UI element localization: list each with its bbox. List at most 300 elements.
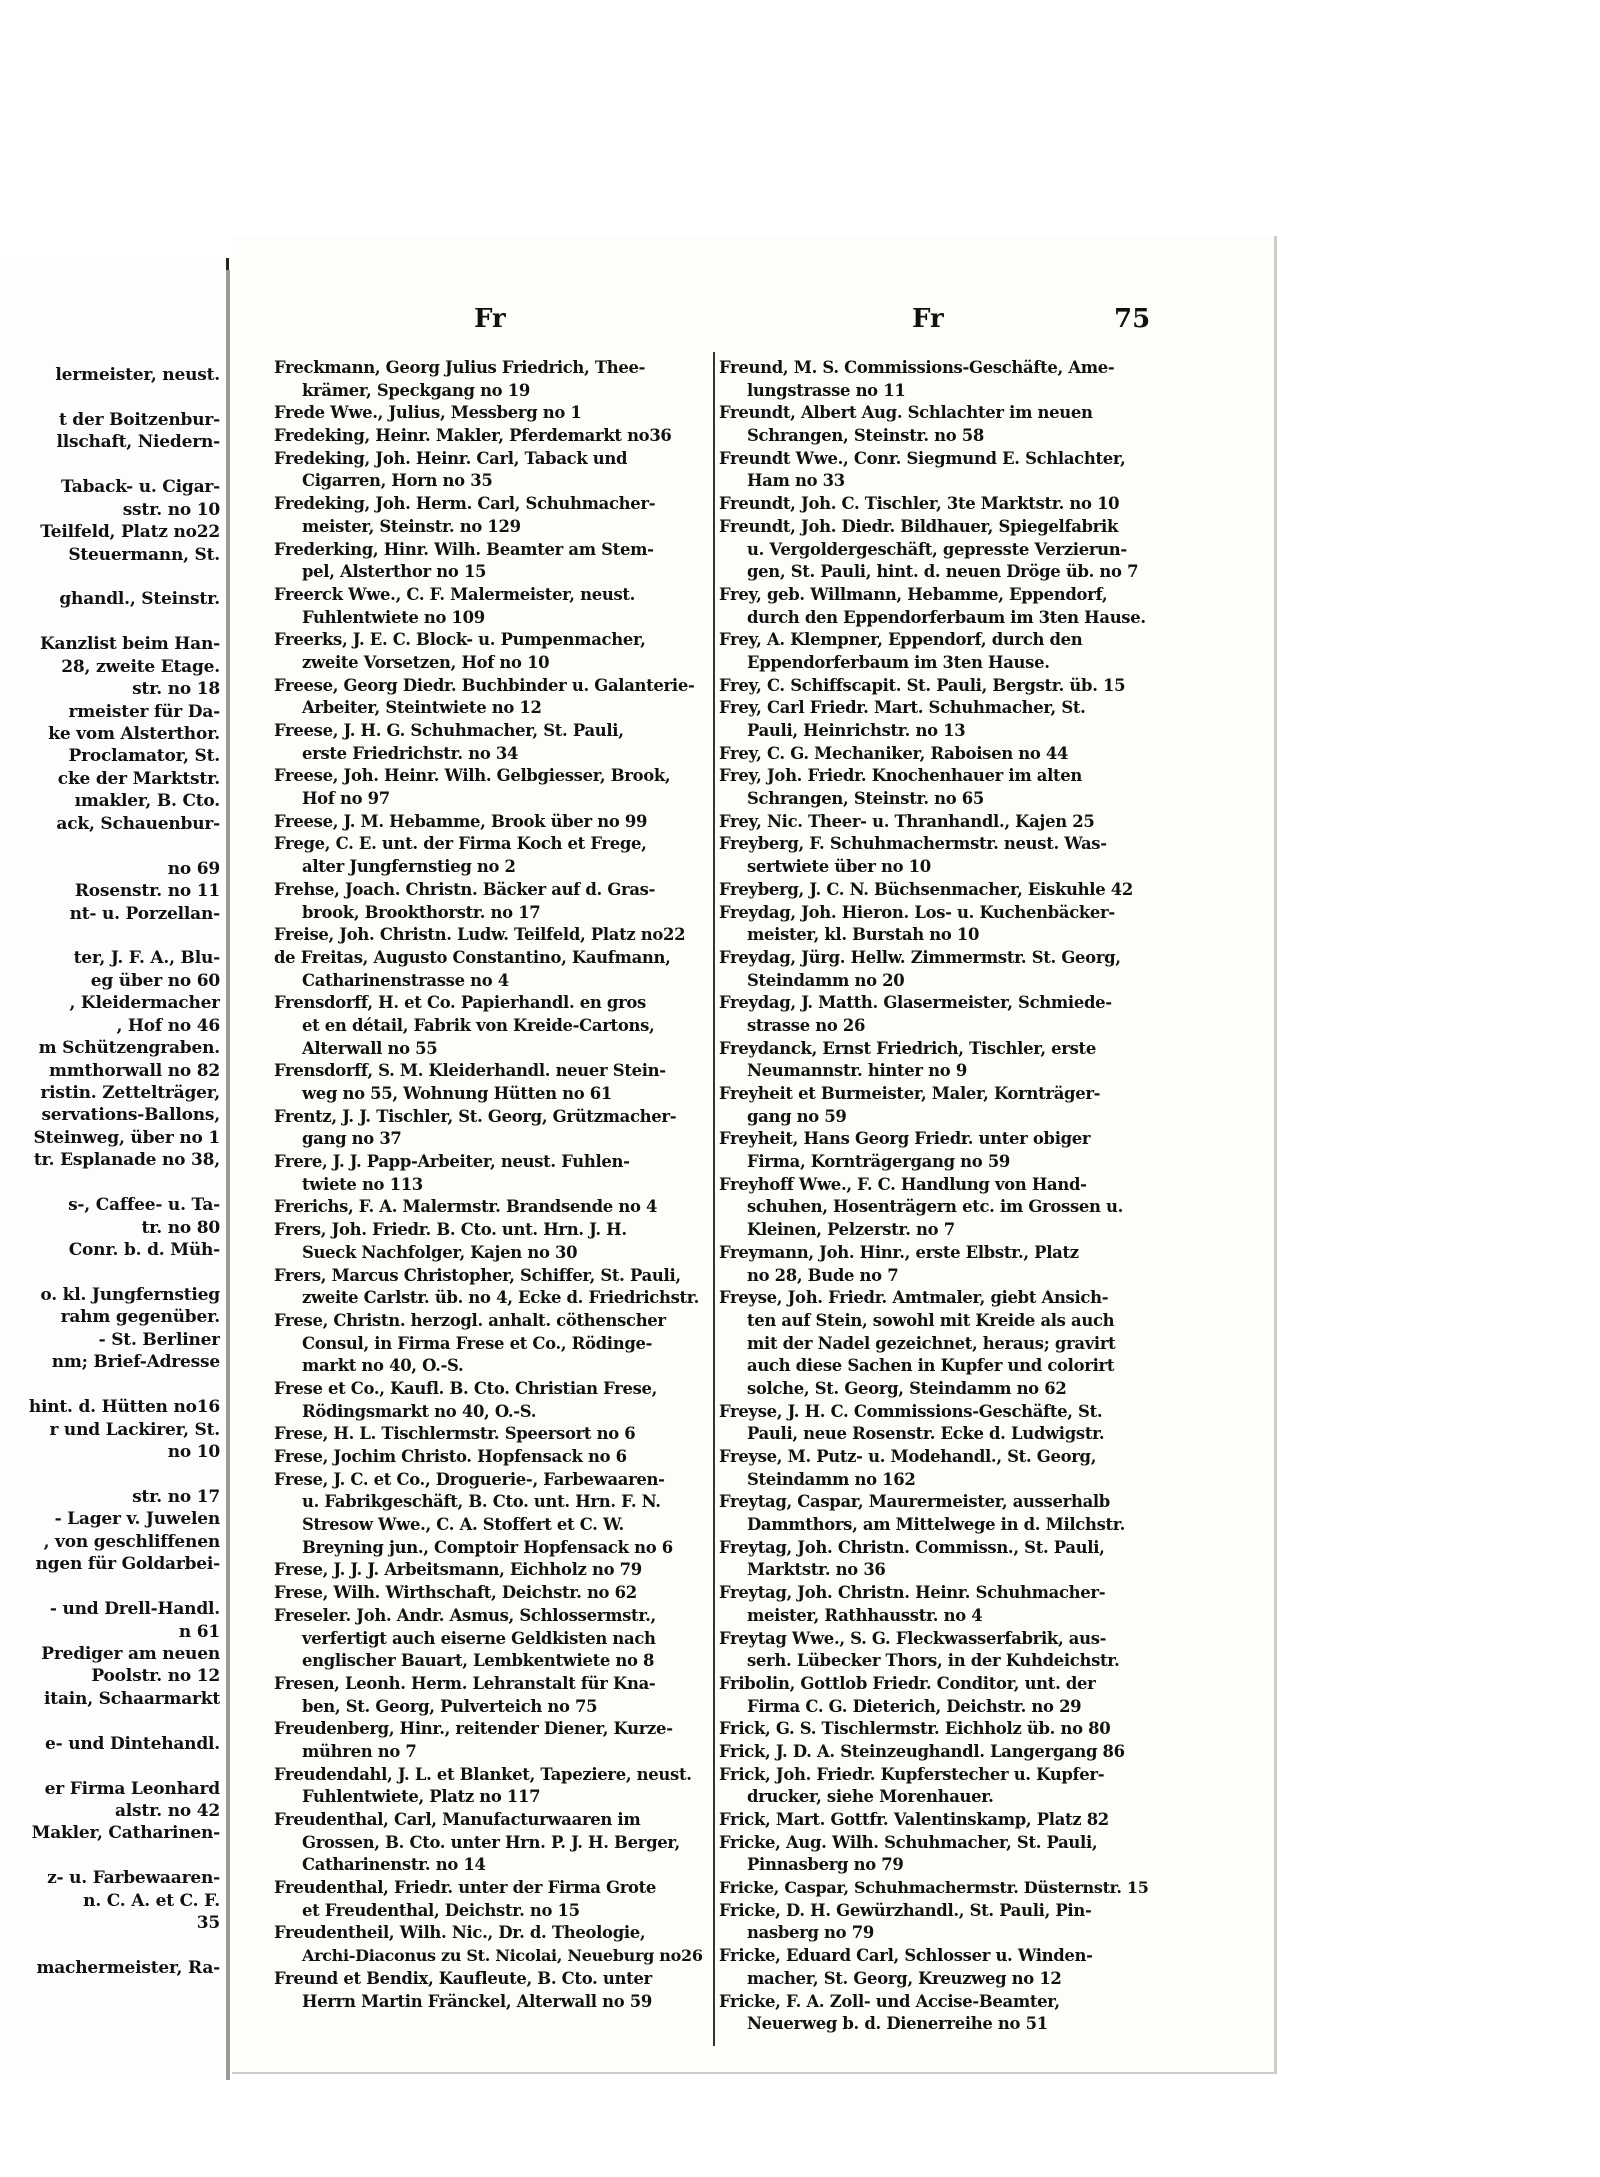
entry-name-line: de Freitas, Augusto Constantino, Kaufmann, — [274, 947, 671, 967]
previous-page-line: str. no 17 — [132, 1486, 220, 1507]
entry-name-line: Frick, J. D. A. Steinzeughandl. Langergang 86 — [719, 1741, 1125, 1761]
previous-page-line: Rosenstr. no 11 — [74, 881, 220, 902]
entry-name-line: Freundt, Albert Aug. Schlachter im neuen — [719, 403, 1093, 423]
entry-name-line: Freudenthal, Friedr. unter der Firma Grote — [274, 1878, 657, 1898]
directory-entry — [719, 1446, 1149, 1491]
entry-name-line: Fricke, Caspar, Schuhmachermstr. Düsternstr. 15 — [719, 1878, 1149, 1898]
previous-page-line: Poolstr. no 12 — [91, 1666, 220, 1687]
previous-page-line: Conr. b. d. Müh- — [68, 1240, 220, 1261]
previous-page-line — [0, 1935, 220, 1957]
previous-page-fragment — [0, 258, 229, 2078]
entry-name-line: Freyse, Joh. Friedr. Amtmaler, giebt Ansich- — [719, 1288, 1109, 1308]
entry-continuation-line: alter Jungfernstieg no 2 — [302, 857, 516, 877]
entry-continuation-line: Schrangen, Steinstr. no 58 — [747, 426, 985, 446]
entry-continuation-line: Steindamm no 162 — [747, 1469, 916, 1489]
previous-page-line: ngen für Goldarbei- — [35, 1554, 220, 1575]
entry-continuation-line: schuhen, Hosenträgern etc. im Grossen u. — [747, 1197, 1124, 1217]
entry-name-line: Freyberg, J. C. N. Büchsenmacher, Eiskuhle 42 — [719, 879, 1133, 899]
entry-name-line: Freytag, Joh. Christn. Commissn., St. Pauli, — [719, 1537, 1105, 1557]
directory-entry — [719, 1038, 1149, 1083]
entry-name-line: Fribolin, Gottlob Friedr. Conditor, unt. der — [719, 1673, 1096, 1693]
directory-entry — [719, 1900, 1149, 1945]
entry-continuation-line: sertwiete über no 10 — [747, 857, 931, 877]
book-gutter — [226, 270, 230, 2080]
entry-continuation-line: Catharinenstrasse no 4 — [302, 970, 509, 990]
entry-continuation-line: ten auf Stein, sowohl mit Kreide als auch — [747, 1310, 1115, 1330]
previous-page-line: - St. Berliner — [98, 1329, 220, 1350]
directory-entry — [274, 584, 710, 629]
directory-entry — [274, 879, 710, 924]
directory-entry — [719, 947, 1149, 992]
directory-entry — [274, 947, 710, 992]
previous-page-line: lermeister, neust. — [55, 365, 220, 385]
previous-page-line: ghandl., Steinstr. — [59, 589, 220, 610]
entry-continuation-line: meister, Steinstr. no 129 — [302, 516, 521, 536]
previous-page-line: hint. d. Hütten no16 — [28, 1397, 220, 1418]
entry-continuation-line: brook, Brookthorstr. no 17 — [302, 902, 541, 922]
entry-continuation-line: zweite Vorsetzen, Hof no 10 — [302, 652, 550, 672]
previous-page-line: cke der Marktstr. — [57, 768, 220, 789]
entry-name-line: Freerks, J. E. C. Block- u. Pumpenmacher, — [274, 630, 646, 650]
entry-name-line: Frick, Joh. Friedr. Kupferstecher u. Kupfer- — [719, 1764, 1105, 1784]
previous-page-line: no 10 — [167, 1442, 220, 1462]
entry-continuation-line: Kleinen, Pelzerstr. no 7 — [747, 1220, 955, 1240]
directory-page — [232, 236, 1277, 2074]
entry-name-line: Fredeking, Heinr. Makler, Pferdemarkt no36 — [274, 426, 672, 446]
entry-continuation-line: krämer, Speckgang no 19 — [302, 380, 530, 400]
directory-entry — [719, 1718, 1149, 1741]
previous-page-line: eg über no 60 — [90, 970, 220, 991]
entry-name-line: Frese, H. L. Tischlermstr. Speersort no 6 — [274, 1424, 636, 1444]
previous-page-line: ter, J. F. A., Blu- — [73, 948, 220, 969]
entry-name-line: Freyheit, Hans Georg Friedr. unter obiger — [719, 1129, 1091, 1149]
entry-name-line: Freymann, Joh. Hinr., erste Elbstr., Platz — [719, 1242, 1079, 1262]
entry-continuation-line: twiete no 113 — [302, 1174, 423, 1194]
directory-entry — [719, 402, 1149, 447]
page-number: 75 — [1114, 304, 1151, 334]
entry-continuation-line: Firma, Kornträgergang no 59 — [747, 1152, 1011, 1172]
entry-continuation-line: ben, St. Georg, Pulverteich no 75 — [302, 1696, 598, 1716]
directory-entry — [719, 811, 1149, 834]
previous-page-line: e- und Dintehandl. — [45, 1733, 220, 1754]
directory-entry — [719, 516, 1149, 584]
entry-continuation-line: Marktstr. no 36 — [747, 1560, 886, 1580]
previous-page-line — [0, 566, 220, 588]
directory-entry — [274, 1106, 710, 1151]
entry-name-line: Frese, J. C. et Co., Droguerie-, Farbewaaren- — [274, 1469, 665, 1489]
left-column — [274, 357, 710, 2013]
directory-entry — [719, 1128, 1149, 1173]
previous-page-line: nm; Brief-Adresse — [51, 1352, 220, 1373]
entry-name-line: Freckmann, Georg Julius Friedrich, Thee- — [274, 358, 646, 377]
entry-continuation-line: Archi-Diaconus zu St. Nicolai, Neueburg no26 — [302, 1946, 703, 1966]
previous-page-line: rahm gegenüber. — [60, 1307, 220, 1328]
entry-continuation-line: gang no 59 — [747, 1106, 847, 1126]
previous-page-text — [0, 364, 220, 1980]
column-divider — [713, 352, 715, 2046]
entry-continuation-line: Dammthors, am Mittelwege in d. Milchstr. — [747, 1515, 1126, 1535]
previous-page-line: m Schützengraben. — [38, 1038, 220, 1059]
entry-continuation-line: Arbeiter, Steintwiete no 12 — [302, 698, 542, 718]
directory-entry — [719, 584, 1149, 629]
entry-continuation-line: Neumannstr. hinter no 9 — [747, 1061, 967, 1081]
running-head-right: Fr — [912, 304, 944, 334]
entry-continuation-line: weg no 55, Wohnung Hütten no 61 — [302, 1084, 612, 1103]
directory-entry — [719, 1945, 1149, 1990]
entry-name-line: Freseler. Joh. Andr. Asmus, Schlossermstr., — [274, 1605, 656, 1625]
entry-name-line: Freudenberg, Hinr., reitender Diener, Kurze- — [274, 1719, 673, 1739]
entry-name-line: Frey, A. Klempner, Eppendorf, durch den — [719, 630, 1083, 650]
directory-entry — [719, 357, 1149, 402]
directory-entry — [274, 448, 710, 493]
entry-continuation-line: strasse no 26 — [747, 1015, 866, 1035]
directory-entry — [719, 902, 1149, 947]
directory-entry — [719, 743, 1149, 766]
entry-name-line: Frey, Nic. Theer- u. Thranhandl., Kajen 25 — [719, 811, 1095, 831]
entry-name-line: Fricke, Aug. Wilh. Schuhmacher, St. Pauli, — [719, 1832, 1098, 1852]
entry-name-line: Freese, J. H. G. Schuhmacher, St. Pauli, — [274, 721, 624, 740]
previous-page-line: o. kl. Jungfernstieg — [40, 1284, 220, 1305]
previous-page-line: t der Boitzenbur- — [58, 409, 220, 430]
entry-name-line: Freydag, Jürg. Hellw. Zimmermstr. St. Georg, — [719, 947, 1121, 967]
entry-continuation-line: nasberg no 79 — [747, 1923, 874, 1943]
previous-page-line — [0, 1172, 220, 1194]
directory-entry — [719, 697, 1149, 742]
entry-name-line: Frederking, Hinr. Wilh. Beamter am Stem- — [274, 539, 654, 559]
directory-entry — [274, 720, 710, 765]
entry-name-line: Freytag, Joh. Christn. Heinr. Schuhmacher- — [719, 1583, 1106, 1603]
entry-continuation-line: erste Friedrichstr. no 34 — [302, 743, 519, 763]
entry-continuation-line: Pinnasberg no 79 — [747, 1855, 904, 1875]
entry-continuation-line: Hof no 97 — [302, 789, 390, 809]
entry-name-line: Frensdorff, H. et Co. Papierhandl. en gros — [274, 993, 646, 1013]
entry-name-line: Frick, G. S. Tischlermstr. Eichholz üb. no 80 — [719, 1719, 1111, 1739]
entry-name-line: Freyberg, F. Schuhmachermstr. neust. Was- — [719, 834, 1107, 854]
previous-page-line: sstr. no 10 — [122, 499, 220, 520]
entry-continuation-line: durch den Eppendorferbaum im 3ten Hause. — [747, 607, 1146, 627]
previous-page-line: ımakler, B. Cto. — [74, 791, 220, 812]
previous-page-line: Makler, Catharinen- — [31, 1823, 220, 1844]
entry-continuation-line: Ham no 33 — [747, 471, 845, 491]
entry-name-line: Frers, Joh. Friedr. B. Cto. unt. Hrn. J. H. — [274, 1220, 627, 1240]
previous-page-line: Teilfeld, Platz no22 — [40, 522, 220, 543]
entry-name-line: Frey, Joh. Friedr. Knochenhauer im alten — [719, 766, 1083, 786]
entry-name-line: Frese, Wilh. Wirthschaft, Deichstr. no 62 — [274, 1583, 637, 1603]
previous-page-line: ack, Schauenbur- — [56, 813, 220, 834]
entry-name-line: Frese, Christn. herzogl. anhalt. cöthenscher — [274, 1310, 666, 1330]
entry-continuation-line: Stresow Wwe., C. A. Stoffert et C. W. — [302, 1515, 624, 1535]
directory-entry — [274, 357, 710, 402]
entry-name-line: Freudenthal, Carl, Manufacturwaaren im — [274, 1810, 641, 1829]
previous-page-line: str. no 18 — [132, 679, 220, 700]
previous-page-line: Prediger am neuen — [41, 1643, 220, 1664]
entry-continuation-line: Firma C. G. Dieterich, Deichstr. no 29 — [747, 1696, 1082, 1716]
previous-page-line — [0, 611, 220, 633]
previous-page-line: servations-Ballons, — [41, 1105, 220, 1126]
entry-continuation-line: englischer Bauart, Lembkentwiete no 8 — [302, 1651, 655, 1671]
directory-entry — [719, 833, 1149, 878]
directory-entry — [274, 539, 710, 584]
directory-entry — [719, 629, 1149, 674]
entry-name-line: Freydag, Joh. Hieron. Los- u. Kuchenbäcker- — [719, 902, 1115, 922]
previous-page-line: alstr. no 42 — [114, 1801, 220, 1821]
entry-name-line: Frentz, J. J. Tischler, St. Georg, Grützmacher- — [274, 1106, 677, 1126]
entry-name-line: Freydag, J. Matth. Glasermeister, Schmiede- — [719, 993, 1112, 1013]
entry-continuation-line: Consul, in Firma Frese et Co., Rödinge- — [302, 1333, 653, 1353]
directory-entry — [719, 1809, 1149, 1832]
entry-continuation-line: Rödingsmarkt no 40, O.-S. — [302, 1401, 537, 1421]
directory-entry — [274, 1423, 710, 1446]
entry-name-line: Frege, C. E. unt. der Firma Koch et Frege, — [274, 834, 647, 854]
previous-page-line: Proclamator, St. — [68, 746, 220, 767]
previous-page-line — [0, 386, 220, 408]
directory-entry — [274, 1877, 710, 1922]
previous-page-line: llschaft, Niedern- — [56, 432, 220, 453]
entry-name-line: Freise, Joh. Christn. Ludw. Teilfeld, Platz no22 — [274, 925, 686, 945]
entry-name-line: Frerichs, F. A. Malermstr. Brandsende no 4 — [274, 1197, 658, 1217]
previous-page-line — [0, 1262, 220, 1284]
entry-name-line: Frensdorff, S. M. Kleiderhandl. neuer Stein- — [274, 1061, 666, 1081]
previous-page-line: itain, Schaarmarkt — [44, 1688, 220, 1709]
directory-entry — [274, 1265, 710, 1310]
directory-entry — [274, 1378, 710, 1423]
entry-name-line: Fricke, Eduard Carl, Schlosser u. Winden- — [719, 1946, 1093, 1966]
entry-continuation-line: Herrn Martin Fränckel, Alterwall no 59 — [302, 1991, 652, 2011]
entry-continuation-line: Grossen, B. Cto. unter Hrn. P. J. H. Berger, — [302, 1832, 680, 1852]
directory-entry — [719, 493, 1149, 516]
directory-entry — [274, 1151, 710, 1196]
entry-name-line: Frers, Marcus Christopher, Schiffer, St. Pauli, — [274, 1265, 681, 1285]
entry-name-line: Freydanck, Ernst Friedrich, Tischler, erste — [719, 1038, 1096, 1058]
previous-page-line: , Kleidermacher — [69, 993, 220, 1014]
directory-entry — [719, 765, 1149, 810]
previous-page-line: ke vom Alsterthor. — [48, 724, 220, 744]
previous-page-line: er Firma Leonhard — [44, 1778, 220, 1799]
entry-continuation-line: Fuhlentwiete, Platz no 117 — [302, 1787, 541, 1807]
entry-name-line: Freyse, J. H. C. Commissions-Geschäfte, St. — [719, 1401, 1103, 1421]
previous-page-line: tr. Esplanade no 38, — [33, 1150, 220, 1171]
previous-page-line: 35 — [196, 1913, 220, 1934]
entry-name-line: Fredeking, Joh. Heinr. Carl, Taback und — [274, 448, 628, 468]
entry-name-line: Frey, geb. Willmann, Hebamme, Eppendorf, — [719, 584, 1108, 604]
entry-continuation-line: lungstrasse no 11 — [747, 380, 906, 400]
directory-entry — [274, 1196, 710, 1219]
entry-name-line: Frese, Jochim Christo. Hopfensack no 6 — [274, 1447, 627, 1466]
entry-name-line: Freundt Wwe., Conr. Siegmund E. Schlachter, — [719, 448, 1126, 468]
running-head-left: Fr — [474, 304, 506, 334]
directory-entry — [719, 992, 1149, 1037]
entry-continuation-line: Alterwall no 55 — [302, 1038, 438, 1058]
entry-name-line: Frehse, Joach. Christn. Bäcker auf d. Gras- — [274, 879, 656, 899]
directory-entry — [719, 879, 1149, 902]
directory-entry — [274, 1559, 710, 1582]
previous-page-line: Kanzlist beim Han- — [39, 634, 220, 655]
directory-entry — [719, 1242, 1149, 1287]
directory-entry — [274, 1673, 710, 1718]
entry-continuation-line: solche, St. Georg, Steindamm no 62 — [747, 1378, 1067, 1398]
entry-name-line: Freund et Bendix, Kaufleute, B. Cto. unter — [274, 1968, 652, 1988]
entry-name-line: Fricke, F. A. Zoll- und Accise-Beamter, — [719, 1991, 1060, 2011]
directory-entry — [274, 992, 710, 1060]
previous-page-line: r und Lackirer, St. — [49, 1419, 220, 1440]
entry-name-line: Frede Wwe., Julius, Messberg no 1 — [274, 403, 582, 423]
entry-name-line: Freerck Wwe., C. F. Malermeister, neust. — [274, 584, 636, 604]
directory-entry — [719, 1401, 1149, 1446]
directory-entry — [719, 1991, 1149, 2036]
entry-continuation-line: mit der Nadel gezeichnet, heraus; gravirt — [747, 1333, 1116, 1353]
directory-entry — [719, 1764, 1149, 1809]
previous-page-line — [0, 454, 220, 476]
entry-name-line: Freudentheil, Wilh. Nic., Dr. d. Theologie, — [274, 1923, 646, 1943]
entry-continuation-line: gen, St. Pauli, hint. d. neuen Dröge üb. no 7 — [747, 562, 1139, 582]
entry-continuation-line: Sueck Nachfolger, Kajen no 30 — [302, 1242, 578, 1262]
previous-page-line — [0, 1374, 220, 1396]
directory-entry — [274, 1809, 710, 1877]
previous-page-line: machermeister, Ra- — [36, 1958, 220, 1979]
directory-entry — [274, 402, 710, 425]
entry-continuation-line: meister, kl. Burstah no 10 — [747, 925, 980, 945]
directory-entry — [719, 1628, 1149, 1673]
entry-continuation-line: Pauli, neue Rosenstr. Ecke d. Ludwigstr. — [747, 1424, 1105, 1444]
directory-entry — [274, 765, 710, 810]
entry-continuation-line: meister, Rathhausstr. no 4 — [747, 1605, 983, 1625]
entry-name-line: Freese, Joh. Heinr. Wilh. Gelbgiesser, Brook, — [274, 766, 671, 786]
entry-name-line: Frere, J. J. Papp-Arbeiter, neust. Fuhlen- — [274, 1152, 630, 1172]
entry-continuation-line: Schrangen, Steinstr. no 65 — [747, 789, 985, 809]
directory-entry — [274, 1219, 710, 1264]
previous-page-line: ristin. Zettelträger, — [40, 1083, 220, 1103]
directory-entry — [719, 1537, 1149, 1582]
directory-entry — [274, 1310, 710, 1378]
directory-entry — [274, 833, 710, 878]
directory-entry — [719, 448, 1149, 493]
directory-entry — [719, 1491, 1149, 1536]
entry-continuation-line: serh. Lübecker Thors, in der Kuhdeichstr. — [747, 1651, 1120, 1671]
entry-continuation-line: Fuhlentwiete no 109 — [302, 607, 485, 627]
entry-continuation-line: macher, St. Georg, Kreuzweg no 12 — [747, 1968, 1062, 1988]
entry-name-line: Freyse, M. Putz- u. Modehandl., St. Georg, — [719, 1447, 1097, 1466]
entry-continuation-line: u. Fabrikgeschäft, B. Cto. unt. Hrn. F. N. — [302, 1492, 661, 1512]
previous-page-line — [0, 1463, 220, 1485]
entry-name-line: Freese, Georg Diedr. Buchbinder u. Galanterie- — [274, 675, 695, 695]
previous-page-line: z- u. Farbewaaren- — [47, 1868, 220, 1889]
entry-name-line: Frick, Mart. Gottfr. Valentinskamp, Platz 82 — [719, 1810, 1109, 1829]
previous-page-line — [0, 925, 220, 947]
directory-entry — [719, 1741, 1149, 1764]
entry-continuation-line: et en détail, Fabrik von Kreide-Cartons, — [302, 1015, 655, 1035]
directory-entry — [274, 1582, 710, 1605]
previous-page-line: 28, zweite Etage. — [61, 656, 220, 677]
previous-page-line — [0, 1755, 220, 1777]
entry-continuation-line: u. Vergoldergeschäft, gepresste Verzierun- — [747, 539, 1127, 559]
directory-entry — [719, 1174, 1149, 1242]
entry-continuation-line: no 28, Bude no 7 — [747, 1265, 899, 1285]
previous-page-line: Taback- u. Cigar- — [60, 477, 220, 498]
previous-page-line: no 69 — [167, 858, 220, 879]
entry-continuation-line: Steindamm no 20 — [747, 970, 905, 990]
entry-name-line: Frey, Carl Friedr. Mart. Schuhmacher, St. — [719, 698, 1086, 718]
directory-entry — [274, 493, 710, 538]
previous-page-line: - und Drell-Handl. — [49, 1599, 220, 1620]
entry-continuation-line: verfertigt auch eiserne Geldkisten nach — [302, 1628, 656, 1648]
directory-entry — [274, 811, 710, 834]
directory-entry — [719, 1673, 1149, 1718]
entry-continuation-line: drucker, siehe Morenhauer. — [747, 1787, 994, 1807]
entry-name-line: Fredeking, Joh. Herm. Carl, Schuhmacher- — [274, 494, 656, 514]
previous-page-line: s-, Caffee- u. Ta- — [68, 1195, 220, 1216]
directory-entry — [274, 1764, 710, 1809]
previous-page-line — [0, 1576, 220, 1598]
entry-continuation-line: zweite Carlstr. üb. no 4, Ecke d. Friedrichstr. — [302, 1288, 700, 1308]
entry-continuation-line: Pauli, Heinrichstr. no 13 — [747, 721, 966, 740]
entry-name-line: Fresen, Leonh. Herm. Lehranstalt für Kna- — [274, 1673, 656, 1693]
entry-name-line: Freund, M. S. Commissions-Geschäfte, Ame- — [719, 358, 1115, 377]
entry-continuation-line: gang no 37 — [302, 1129, 402, 1149]
previous-page-line — [0, 1710, 220, 1732]
previous-page-line: mmthorwall no 82 — [48, 1060, 220, 1081]
directory-entry — [274, 1922, 710, 1967]
previous-page-line: , Hof no 46 — [116, 1015, 220, 1036]
previous-page-line — [0, 835, 220, 857]
directory-entry — [274, 675, 710, 720]
entry-continuation-line: Eppendorferbaum im 3ten Hause. — [747, 652, 1050, 672]
entry-name-line: Freudendahl, J. L. et Blanket, Tapeziere, neust. — [274, 1764, 692, 1784]
entry-name-line: Freese, J. M. Hebamme, Brook über no 99 — [274, 811, 648, 831]
directory-entry — [274, 1060, 710, 1105]
entry-name-line: Fricke, D. H. Gewürzhandl., St. Pauli, Pin- — [719, 1900, 1092, 1920]
entry-name-line: Freyheit et Burmeister, Maler, Kornträger- — [719, 1084, 1101, 1103]
directory-entry — [274, 1605, 710, 1673]
entry-continuation-line: Neuerweg b. d. Dienerreihe no 51 — [747, 2014, 1048, 2034]
entry-name-line: Freyhoff Wwe., F. C. Handlung von Hand- — [719, 1174, 1087, 1194]
previous-page-line: , von geschliffenen — [43, 1531, 220, 1552]
entry-name-line: Frey, C. G. Mechaniker, Raboisen no 44 — [719, 743, 1069, 763]
previous-page-line — [0, 1845, 220, 1867]
directory-entry — [274, 629, 710, 674]
entry-name-line: Freundt, Joh. Diedr. Bildhauer, Spiegelfabrik — [719, 516, 1119, 536]
previous-page-line: Steuermann, St. — [68, 544, 220, 565]
directory-entry — [719, 1582, 1149, 1627]
directory-entry — [274, 1446, 710, 1469]
entry-name-line: Frese et Co., Kaufl. B. Cto. Christian Frese, — [274, 1378, 658, 1398]
entry-continuation-line: pel, Alsterthor no 15 — [302, 562, 487, 582]
entry-continuation-line: Catharinenstr. no 14 — [302, 1855, 486, 1875]
directory-entry — [274, 924, 710, 947]
entry-name-line: Freytag Wwe., S. G. Fleckwasserfabrik, aus- — [719, 1628, 1107, 1648]
entry-continuation-line: mühren no 7 — [302, 1741, 417, 1761]
directory-entry — [274, 425, 710, 448]
directory-entry — [719, 1083, 1149, 1128]
entry-continuation-line: auch diese Sachen in Kupfer und colorirt — [747, 1356, 1115, 1376]
entry-continuation-line: Breyning jun., Comptoir Hopfensack no 6 — [302, 1537, 673, 1557]
directory-entry — [274, 1718, 710, 1763]
directory-entry — [719, 1287, 1149, 1400]
entry-name-line: Freytag, Caspar, Maurermeister, ausserhalb — [719, 1492, 1110, 1512]
entry-continuation-line: et Freudenthal, Deichstr. no 15 — [302, 1900, 580, 1920]
entry-continuation-line: Cigarren, Horn no 35 — [302, 471, 493, 491]
previous-page-line: n 61 — [178, 1621, 220, 1642]
previous-page-line: n. C. A. et C. F. — [83, 1890, 220, 1911]
previous-page-line: tr. no 80 — [141, 1217, 220, 1238]
previous-page-line: Steinweg, über no 1 — [33, 1127, 220, 1148]
previous-page-line: rmeister für Da- — [68, 701, 220, 722]
directory-entry — [719, 675, 1149, 698]
entry-name-line: Frese, J. J. J. Arbeitsmann, Eichholz no 79 — [274, 1560, 642, 1580]
previous-page-line: - Lager v. Juwelen — [54, 1509, 220, 1530]
directory-entry — [719, 1877, 1149, 1900]
entry-continuation-line: markt no 40, O.-S. — [302, 1356, 464, 1376]
right-column — [719, 357, 1149, 2036]
